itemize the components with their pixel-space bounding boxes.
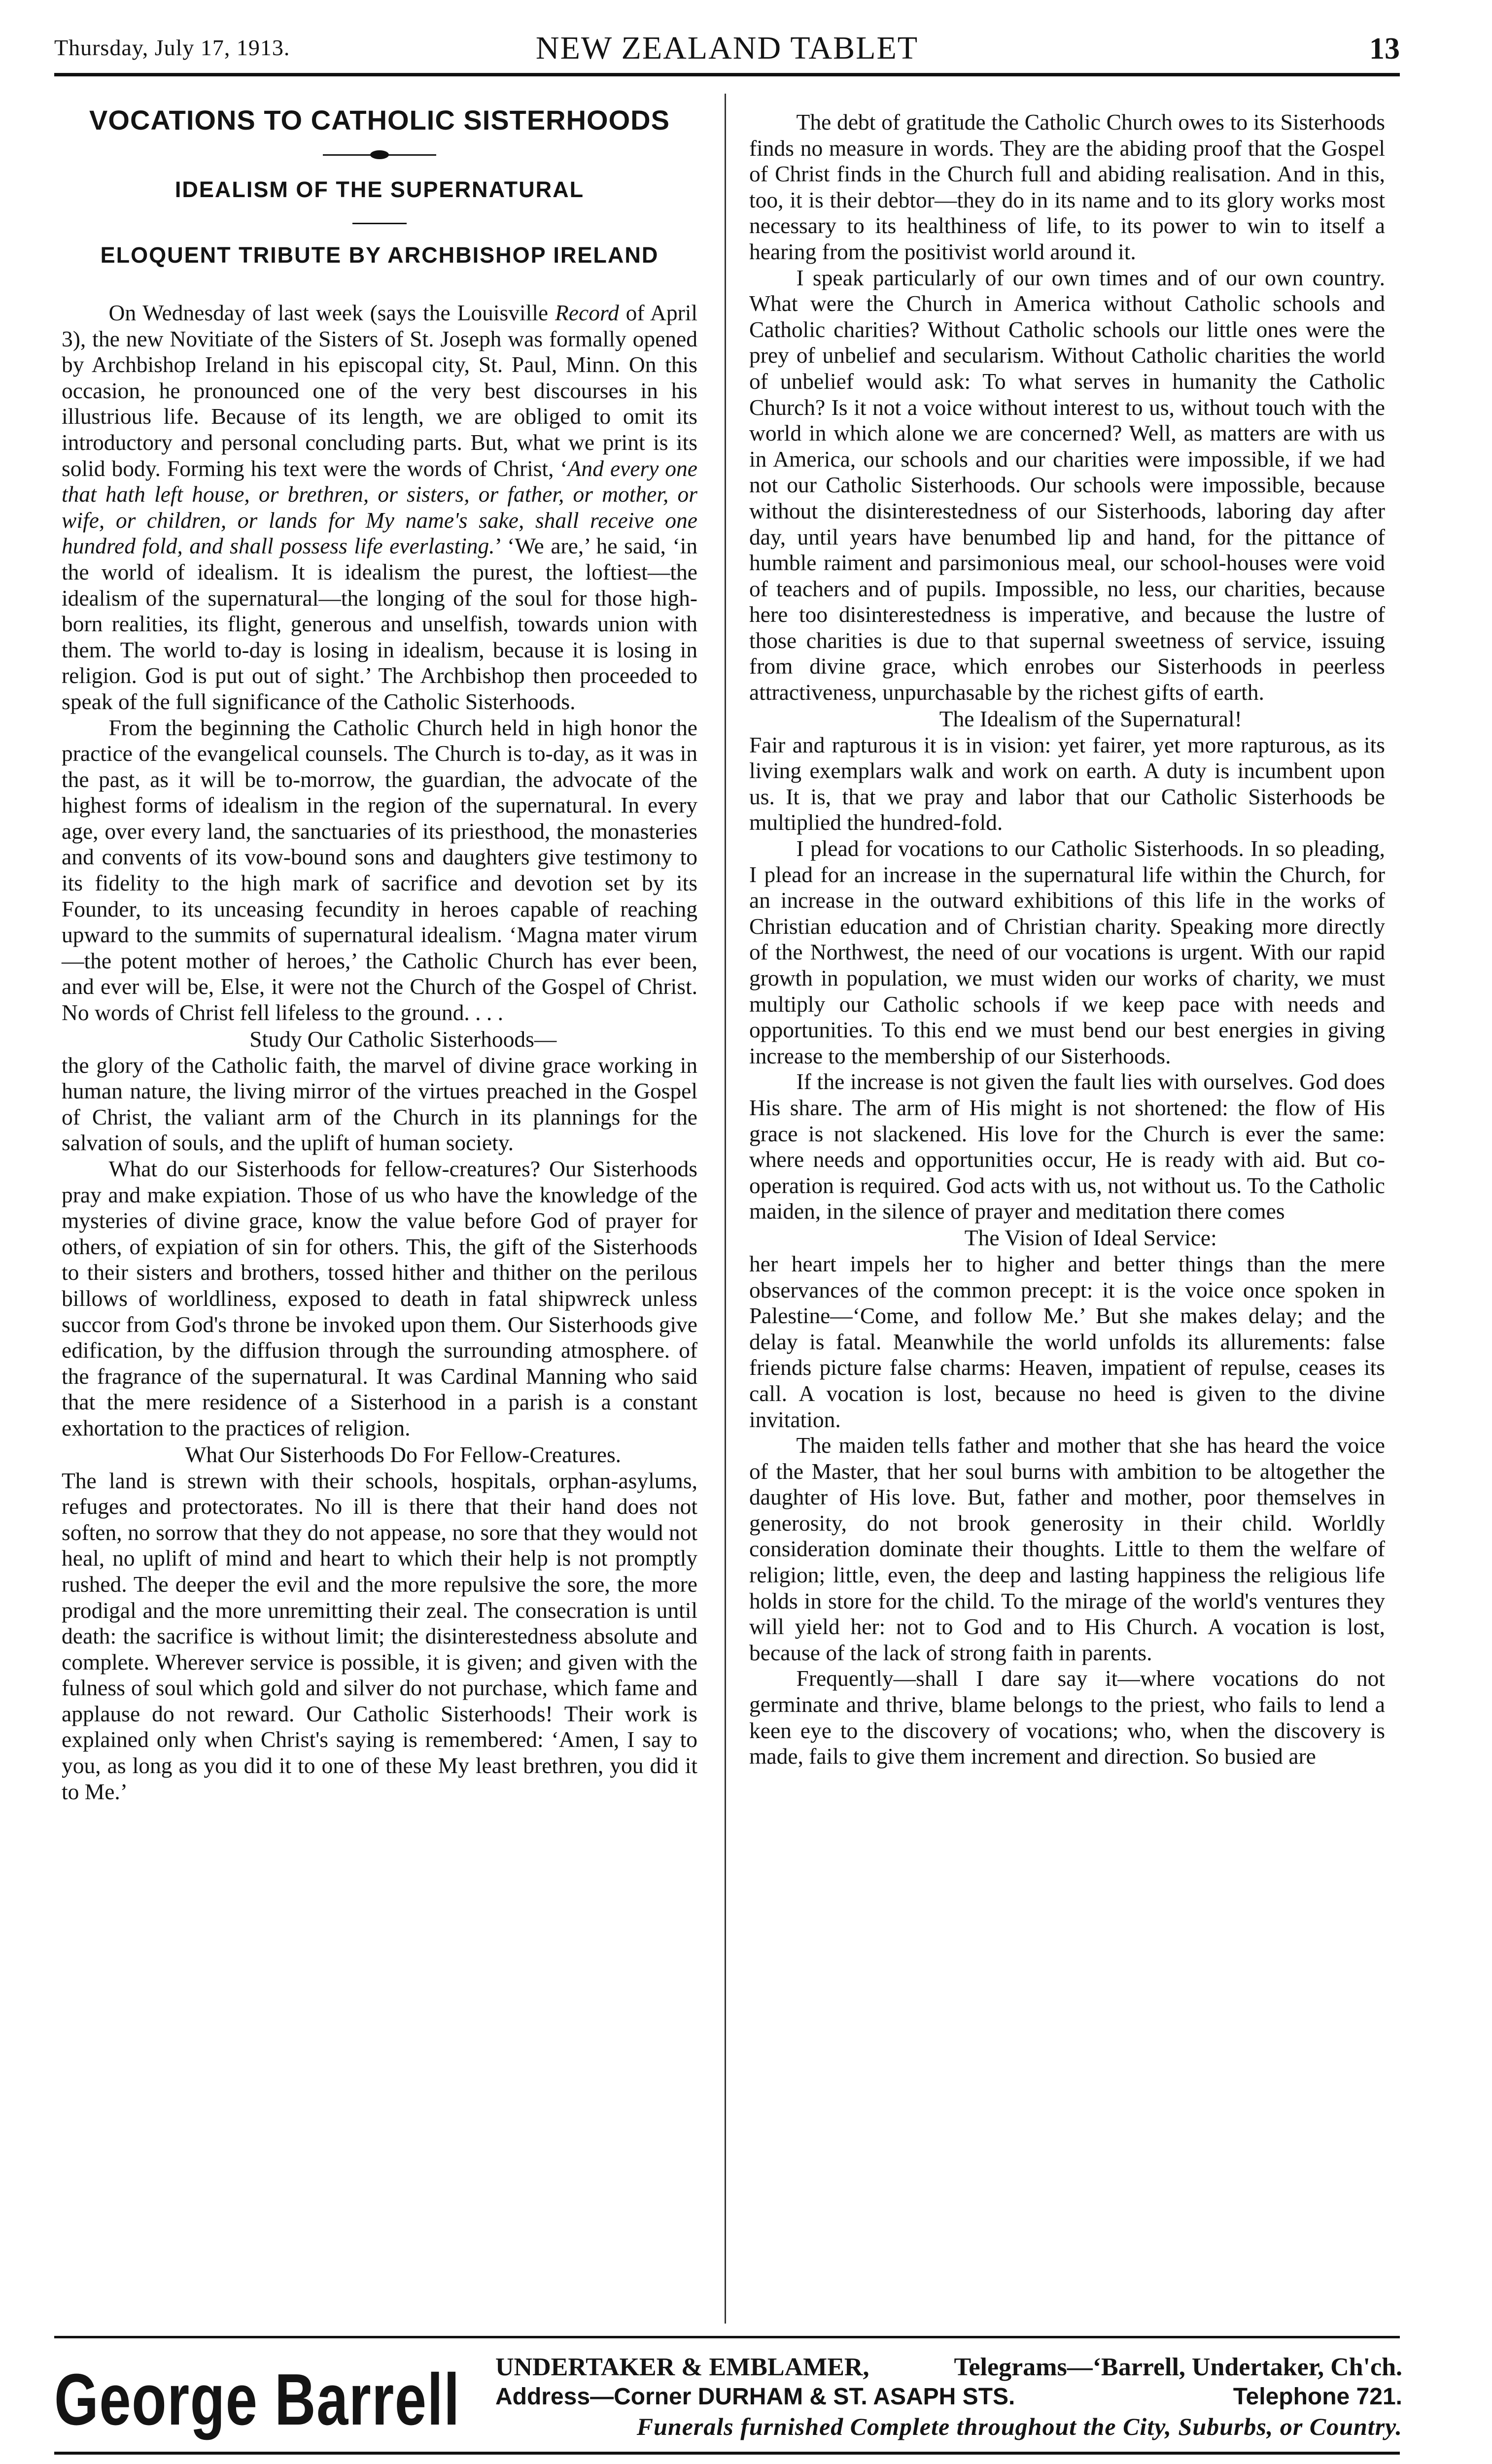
right-paragraph-6: her heart impels her to higher and better things than the mere observances of the common precept: it is the voice once spoken in Palestine—‘Come, and follow Me.’ But she makes delay; and the delay is fatal. Meanwhile the world unfolds its allurements: false friends picture false charms: Heaven, impatient of repulse, ceases its call. A vocation is lost, because no heed is given to the divine invitation. [749,1251,1385,1432]
right-paragraph-7: The maiden tells father and mother that she has heard the voice of the Master, that her soul burns with ambition to be altogether the daughter of His love. But, father and mother, poor themselves in generosity, do not brook generosity in their child. Worldly consideration dominate their thoughts. Little to them the welfare of religion; little, even, the deep and lasting happiness the religious life holds in store for the child. To the mirage of the world's ventures they will yield her: not to God and to His Church. A vocation is lost, because of the lack of strong faith in parents. [749,1433,1385,1665]
advert-details [495,2353,1402,2441]
advert-line-3: Funerals furnished Complete throughout the City, Suburbs, or Country. [636,2413,1402,2440]
advertiser-name: George Barrell [54,2359,460,2440]
left-section-heading-1: Study Our Catholic Sisterhoods— [249,1026,557,1052]
right-paragraph-4: I plead for vocations to our Catholic Sisterhoods. In so pleading, I plead for an increase in the supernatural life within the Church, for an increase in the outward exhibitions of this life in the works of Christian education and of Christian charity. Speaking more directly of the Northwest, the need of our vocations is urgent. With our rapid growth in population, we must widen our works of charity, we must multiply our Catholic schools if we keep pace with needs and opportunities. To this end we must bend our best energies in giving increase to the membership of our Sisterhoods. [749,836,1385,1068]
left-p1-scripture-quote: And every one that hath left house, or brethren, or sisters, or father, or mother, or wife, or children, or lands for My name's sake, shall receive one hundred fold, and shall possess life everlasting. [62,455,697,559]
article-subhead-tribute: ELOQUENT TRIBUTE BY ARCHBISHOP IRELAND [100,242,659,268]
right-paragraph-8: Frequently—shall I dare say it—where vocations do not germinate and thrive, blame belongs to the priest, who fails to lend a keen eye to the discovery of vocations; who, when the discovery is made, fails to give them increment and direction. So busied are [749,1666,1385,1769]
right-paragraph-2: I speak particularly of our own times and of our own country. What were the Church in America without Catholic schools and Catholic charities? Without Catholic schools our little ones were the prey of unbelief and secularism. Without Catholic charities the world of unbelief would ask: To what serves in humanity the Catholic Church? Is it not a voice without interest to us, without touch with the world in which alone we are concerned? Well, as matters are with us in America, our schools and our charities were impossible, if we had not our Catholic Sisterhoods. Our schools were impossible, because without the disinterestedness of our Sisterhoods, laboring day after day, until years have benumbed lip and hand, for the pittance of humble raiment and parsimonious meal, our school-houses were void of teachers and of pupils. Impossible, no less, our charities, because here too disinterestedness is imperative, and because the lustre of those charities is due to that supernal sweetness of service, issuing from divine grace, which enrobes our Sisterhoods in peerless attractiveness, unpurchasable by the richest gifts of earth. [749,265,1385,705]
advert-telegrams: Telegrams—‘Barrell, Undertaker, Ch'ch. [954,2353,1402,2381]
left-p1-text-a: On Wednesday of last week (says the Louisville [108,300,555,325]
advert-address: Address—Corner DURHAM & ST. ASAPH STS. [495,2384,1015,2410]
left-paragraph-2: From the beginning the Catholic Church held in high honor the practice of the evangelical counsels. The Church is to-day, as it was in the past, as it will be to-morrow, the guardian, the advocate of the highest forms of idealism in the region of the supernatural. In every age, over every land, the sanctuaries of its priesthood, the monasteries and convents of its vow-bound sons and daughters give testimony to its fidelity to the high mark of sacrifice and devotion set by its Founder, to its unceasing fecundity in heroes capable of reaching upward to the summits of supernatural idealism. ‘Magna mater virum—the potent mother of heroes,’ the Catholic Church has ever been, and ever will be, Else, it were not the Church of the Gospel of Christ. No words of Christ fell lifeless to the ground. . . . [62,715,697,1026]
left-paragraph-5: The land is strewn with their schools, hospitals, orphan-asylums, refuges and protectorates. No ill is there that their hand does not soften, no sorrow that they do not appease, no sore that they would not heal, no uplift of mind and heart to which their help is not promptly rushed. The deeper the evil and the more repulsive the sore, the more prodigal and the more unremitting their zeal. The consecration is until death: the sacrifice is without limit; the disinterestedness absolute and complete. Wherever service is possible, it is given; and given with the fulness of soul which gold and silver do not purchase, which fame and applause do not reward. Our Catholic Sisterhoods! Their work is explained only when Christ's saying is remembered: ‘Amen, I say to you, as long as you did it to one of these My least brethren, you did it to Me.’ [62,1468,697,1804]
advert-rule-top [54,2336,1400,2338]
advert-telephone: Telephone 721. [1233,2384,1402,2410]
advert-trade: UNDERTAKER & EMBLAMER, [495,2353,869,2381]
left-paragraph-4: What do our Sisterhoods for fellow-creatures? Our Sisterhoods pray and make expiation. Those of us who have the knowledge of the mysteries of divine grace, know the value before God of prayer for others, of expiation of sin for others. This, the gift of the Sisterhoods to their sisters and brothers, tossed hither and thither on the perilous billows of worldliness, exposed to death in fatal shipwreck unless succor from God's throne be invoked upon them. Our Sisterhoods give edification, by the diffusion through the surrounding atmosphere. of the fragrance of the supernatural. It was Cardinal Manning who said that the mere residence of a Sisterhood in a parish is a constant exhortation to the practices of religion. [62,1156,697,1440]
article-headline: VOCATIONS TO CATHOLIC SISTERHOODS [89,104,670,136]
left-p1-text-c: ’ ‘We are,’ he said, ‘in the world of idealism. It is idealism the purest, the loftiest—the idealism of the supernatural—the longing of the soul for those high-born realities, its flight, generous and unselfish, towards union with them. The world to-day is losing in idealism, because it is losing in religion. God is put out of sight.’ The Archbishop then proceeded to speak of the full significance of the Catholic Sisterhoods. [62,533,697,714]
issue-date: Thursday, July 17, 1913. [54,35,290,60]
page-number: 13 [1369,32,1400,66]
right-section-heading-2: The Vision of Ideal Service: [964,1225,1217,1250]
right-paragraph-5: If the increase is not given the fault lies with ourselves. God does His share. The arm of His might is not shortened: the flow of His grace is not slackened. His love for the Church is ever the same: where needs and opportunities occur, He is ready with aid. But co-operation is required. God acts with us, not without us. To the Catholic maiden, in the silence of prayer and meditation there comes [749,1069,1385,1224]
article-column-left [62,99,697,1805]
subhead-rule [352,223,407,224]
left-p1-text-b: of April 3), the new Novitiate of the Sisters of St. Joseph was formally opened by Archbishop Ireland in his episcopal city, St. Paul, Minn. On this occasion, he pronounced one of the very best discourses in his illustrious life. Because of its length, we are obliged to omit its introductory and personal concluding parts. But, what we print is its solid body. Forming his text were the words of Christ, ‘ [62,300,698,481]
right-paragraph-1: The debt of gratitude the Catholic Church owes to its Sisterhoods finds no measure in words. They are the abiding proof that the Gospel of Christ finds in the Church full and abiding realisation. And in this, too, it is their debtor—they do in its name and to its glory works most necessary to its healthiness of life, to its power to win to itself a hearing from the positivist world around it. [749,109,1385,264]
right-section-heading-1: The Idealism of the Supernatural! [939,706,1242,731]
left-section-heading-2: What Our Sisterhoods Do For Fellow-Creatures. [185,1441,622,1467]
left-paragraph-1 [62,300,697,715]
advert-rule-bottom [54,2452,1400,2455]
advert-line-2 [495,2382,1402,2412]
masthead [54,26,1400,75]
newspaper-title: NEW ZEALAND TABLET [535,30,919,66]
column-divider [725,94,726,2324]
article-subhead-idealism: IDEALISM OF THE SUPERNATURAL [174,177,585,202]
advertisement [54,2346,1400,2454]
left-paragraph-3: the glory of the Catholic faith, the marvel of divine grace working in human nature, the living mirror of the virtues preached in the Gospel of Christ, the valiant arm of the Church in its plannings for the salvation of souls, and the uplift of human society. [62,1052,697,1156]
advert-line-1 [495,2353,1402,2382]
headline-ornament [323,153,436,157]
article-column-right [749,109,1385,1770]
right-paragraph-3: Fair and rapturous it is in vision: yet fairer, yet more rapturous, as its living exemplars walk and work on earth. A duty is incumbent upon us. It is, that we pray and labor that our Catholic Sisterhoods be multiplied the hundred-fold. [749,732,1385,835]
masthead-rule [54,73,1400,76]
left-p1-record: Record [555,300,619,325]
